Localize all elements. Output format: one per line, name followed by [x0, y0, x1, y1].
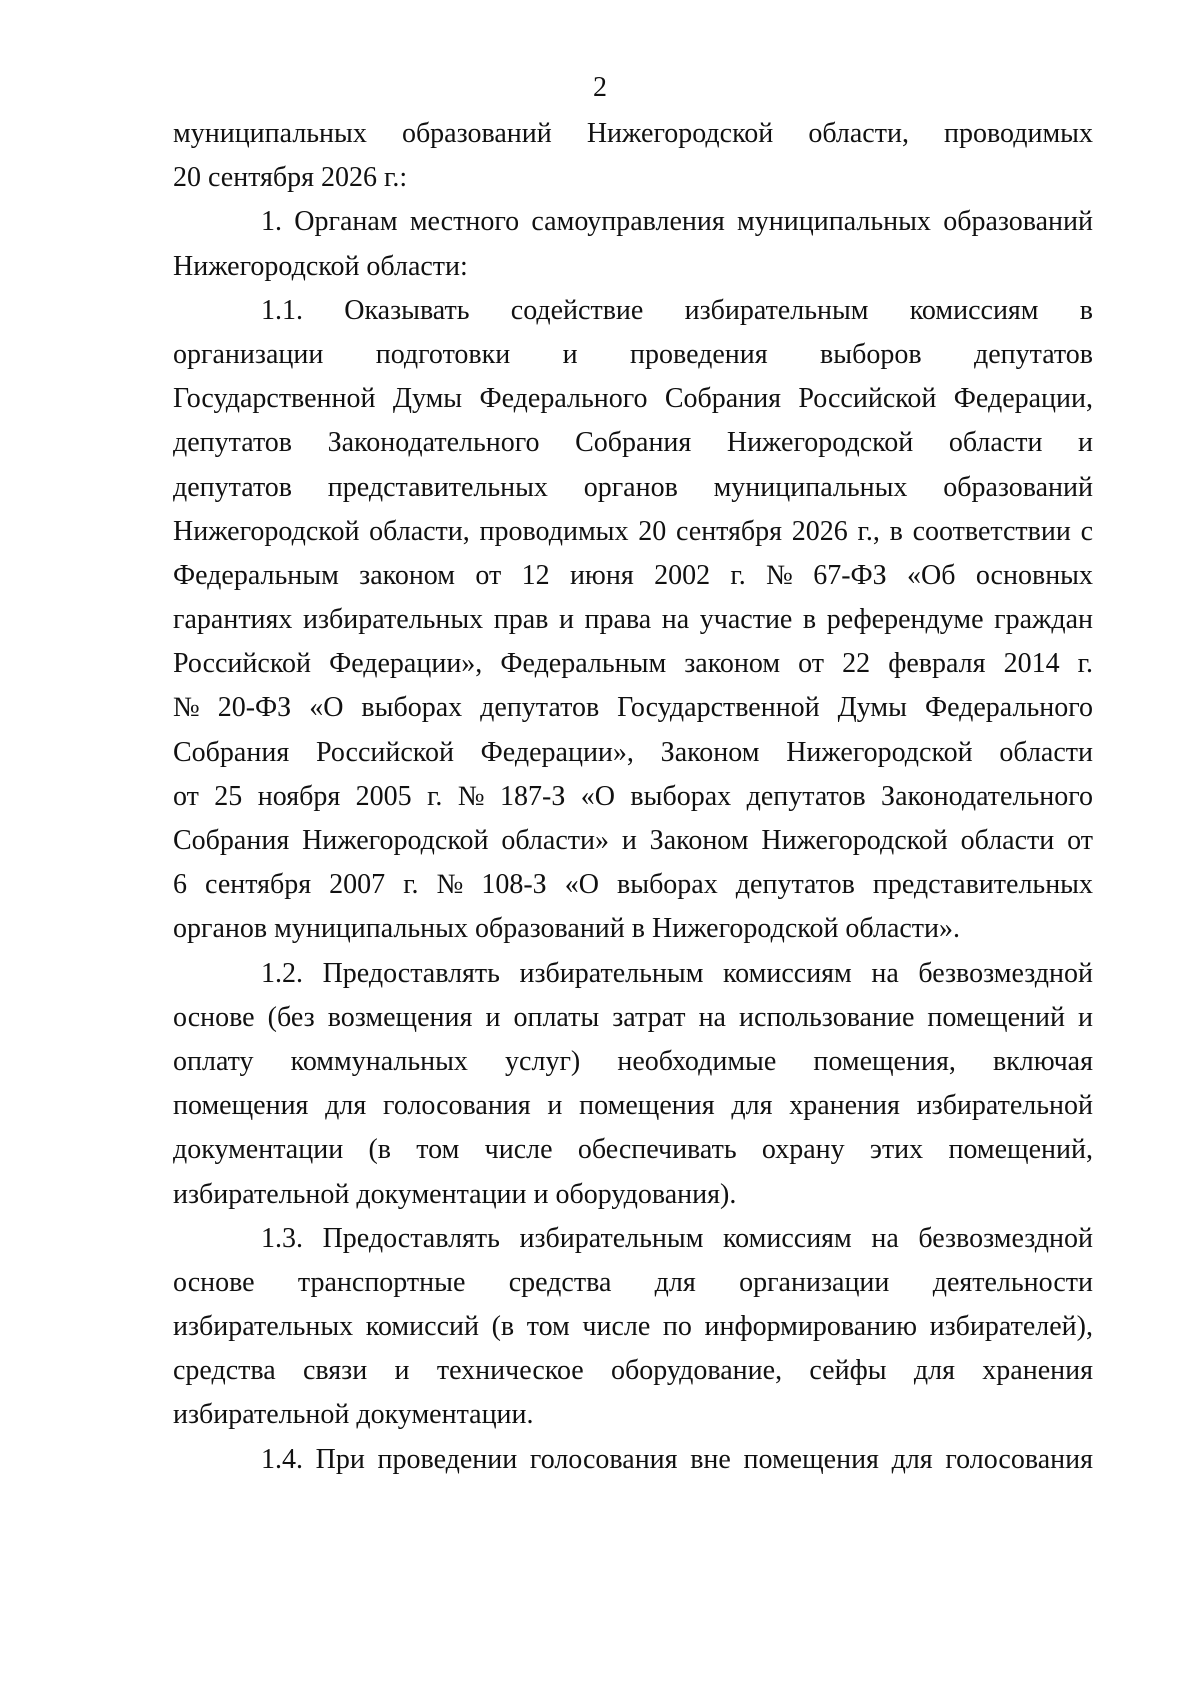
page-number: 2 — [593, 72, 607, 103]
text-line: 20 сентября 2026 г.: — [173, 162, 408, 194]
text-line: 1.1. Оказывать содействие избирательным комиссиям в — [261, 294, 1093, 326]
text-line: гарантиях избирательных прав и права на участие в референдуме граждан — [173, 604, 1093, 636]
text-line: Нижегородской области: — [173, 250, 468, 282]
text-line: 1.4. При проведении голосования вне помещения для голосования — [261, 1443, 1093, 1475]
text-line: муниципальных образований Нижегородской области, проводимых — [173, 118, 1093, 149]
text-line: 6 сентября 2007 г. № 108-З «О выборах депутатов представительных — [173, 869, 1093, 901]
text-line: Собрания Нижегородской области» и Законом Нижегородской области от — [173, 825, 1093, 856]
text-line: Нижегородской области, проводимых 20 сентября 2026 г., в соответствии с — [173, 515, 1093, 547]
text-line: организации подготовки и проведения выборов депутатов — [173, 338, 1093, 370]
text-line: документации (в том числе обеспечивать охрану этих помещений, — [173, 1134, 1093, 1166]
text-line: помещения для голосования и помещения для хранения избирательной — [173, 1090, 1093, 1122]
text-line: № 20-ФЗ «О выборах депутатов Государственной Думы Федерального — [173, 692, 1093, 724]
text-line: органов муниципальных образований в Нижегородской области». — [173, 913, 961, 945]
text-line: избирательной документации. — [173, 1399, 534, 1431]
text-line: Государственной Думы Федерального Собрания Российской Федерации, — [173, 383, 1093, 415]
text-line: основе транспортные средства для организации деятельности — [173, 1266, 1093, 1298]
text-line: 1. Органам местного самоуправления муниципальных образований — [261, 206, 1093, 238]
text-line: 1.3. Предоставлять избирательным комиссиям на безвозмездной — [261, 1222, 1093, 1254]
text-line: депутатов представительных органов муниципальных образований — [173, 471, 1093, 503]
document-body — [173, 112, 1093, 1482]
text-line: избирательной документации и оборудования). — [173, 1178, 737, 1210]
text-line: избирательных комиссий (в том числе по информированию избирателей), — [173, 1311, 1093, 1343]
text-line: основе (без возмещения и оплаты затрат на использование помещений и — [173, 1001, 1093, 1033]
text-line: депутатов Законодательного Собрания Нижегородской области и — [173, 427, 1093, 459]
text-line: оплату коммунальных услуг) необходимые помещения, включая — [173, 1045, 1093, 1077]
text-line: Российской Федерации», Федеральным законом от 22 февраля 2014 г. — [173, 648, 1093, 680]
text-line: средства связи и техническое оборудование, сейфы для хранения — [173, 1355, 1093, 1387]
text-line: от 25 ноября 2005 г. № 187-З «О выборах депутатов Законодательного — [173, 780, 1093, 812]
text-line: 1.2. Предоставлять избирательным комиссиям на безвозмездной — [261, 957, 1093, 989]
text-line: Собрания Российской Федерации», Законом Нижегородской области — [173, 736, 1093, 768]
text-line: Федеральным законом от 12 июня 2002 г. № 67-ФЗ «Об основных — [173, 559, 1093, 591]
